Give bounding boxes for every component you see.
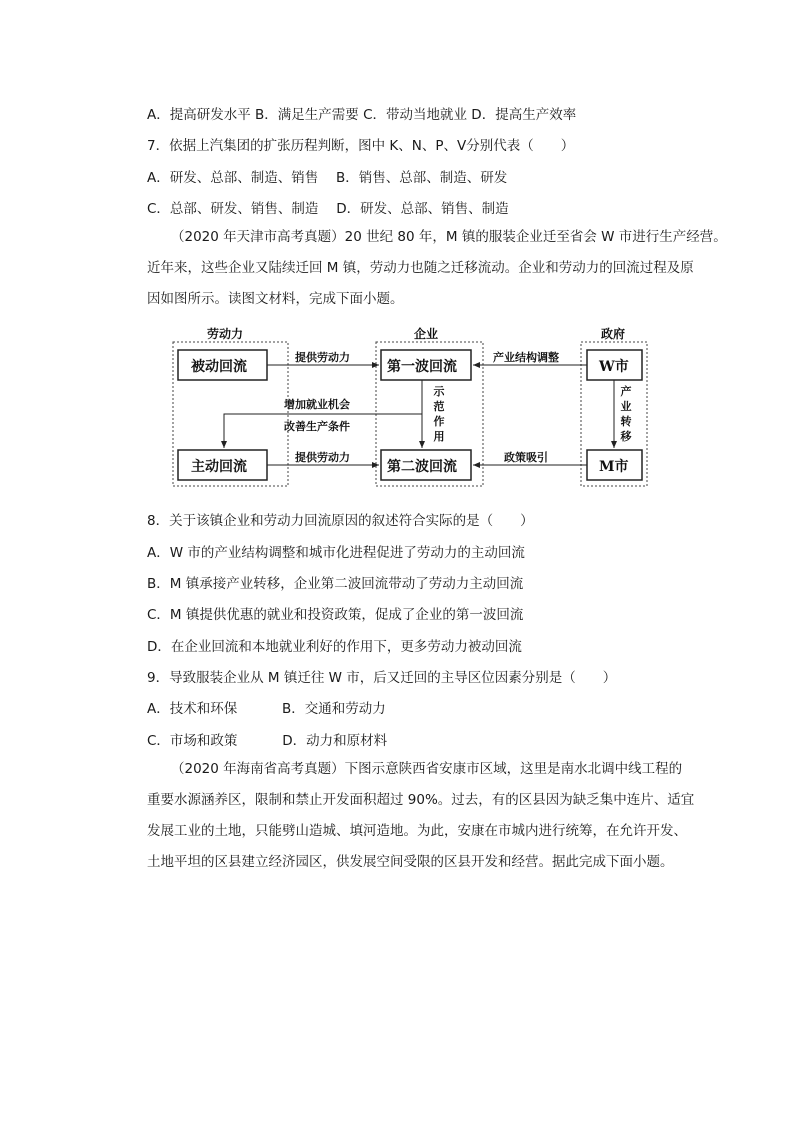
label-policy-attract: 政策吸引	[504, 451, 548, 464]
q8-option-d: D．在企业回流和本地就业利好的作用下，更多劳动力被动回流	[147, 639, 522, 655]
passage-hainan-line-1: （2020 年海南省高考真题）下图示意陕西省安康市区域，这里是南水北调中线工程的	[171, 761, 683, 777]
label-industry-adjust: 产业结构调整	[493, 351, 559, 364]
label-m-city: M市	[599, 459, 629, 475]
passage-tianjin-line-2: 近年来，这些企业又陆续迁回 M 镇，劳动力也随之迁移流动。企业和劳动力的回流过程及原	[147, 260, 694, 276]
passage-tianjin-line-3: 因如图所示。读图文材料，完成下面小题。	[147, 291, 404, 307]
passage-hainan-line-3: 发展工业的土地，只能劈山造城、填河造地。为此，安康在市城内进行统筹，在允许开发、	[147, 823, 687, 839]
label-improve-conditions: 改善生产条件	[284, 420, 350, 433]
passage-tianjin-line-1: （2020 年天津市高考真题）20 世纪 80 年，M 镇的服装企业迁至省会 W 市进行生产经营。	[171, 229, 727, 245]
passage-hainan-line-4: 土地平坦的区县建立经济园区，供发展空间受限的区县开发和经营。据此完成下面小题。	[147, 854, 674, 870]
q8-option-a: A．W 市的产业结构调整和城市化进程促进了劳动力的主动回流	[147, 545, 525, 561]
q7-options-ab: A．研发、总部、制造、销售 B．销售、总部、制造、研发	[147, 170, 508, 186]
label-demo-effect: 示范作用	[433, 385, 445, 443]
label-second-wave: 第二波回流	[387, 459, 457, 475]
passage-hainan-line-2: 重要水源涵养区，限制和禁止开发面积超过 90%。过去，有的区县因为缺乏集中连片、适宜	[147, 792, 695, 808]
col-enterprise-heading: 企业	[414, 327, 439, 341]
q8-stem: 8．关于该镇企业和劳动力回流原因的叙述符合实际的是（ ）	[147, 513, 534, 529]
q7-options-cd: C．总部、研发、销售、制造 D．研发、总部、销售、制造	[147, 201, 509, 217]
label-passive-reflux: 被动回流	[191, 359, 247, 375]
q9-options-ab: A．技术和环保 B．交通和劳动力	[147, 701, 386, 717]
q9-options-cd: C．市场和政策 D．动力和原材料	[147, 733, 388, 749]
q7-stem: 7．依据上汽集团的扩张历程判断，图中 K、N、P、V分别代表（ ）	[147, 138, 575, 154]
col-government-heading: 政府	[601, 327, 626, 341]
label-industry-transfer: 产业转移	[620, 385, 632, 443]
passage-tianjin	[147, 222, 727, 315]
label-w-city: W市	[599, 359, 629, 375]
reflux-diagram	[171, 322, 649, 490]
passage-hainan	[147, 754, 707, 878]
label-provide-labor-2: 提供劳动力	[295, 451, 350, 464]
q6-options: A．提高研发水平 B．满足生产需要 C．带动当地就业 D．提高生产效率	[147, 107, 577, 123]
q9-stem: 9．导致服装企业从 M 镇迁往 W 市，后又迁回的主导区位因素分别是（ ）	[147, 670, 617, 686]
label-first-wave: 第一波回流	[387, 359, 457, 375]
label-provide-labor-1: 提供劳动力	[295, 351, 350, 364]
q8-option-b: B．M 镇承接产业转移，企业第二波回流带动了劳动力主动回流	[147, 576, 524, 592]
q8-option-c: C．M 镇提供优惠的就业和投资政策，促成了企业的第一波回流	[147, 607, 524, 623]
col-labor-heading: 劳动力	[207, 327, 244, 341]
label-more-jobs: 增加就业机会	[284, 398, 350, 411]
label-active-reflux: 主动回流	[191, 459, 247, 475]
